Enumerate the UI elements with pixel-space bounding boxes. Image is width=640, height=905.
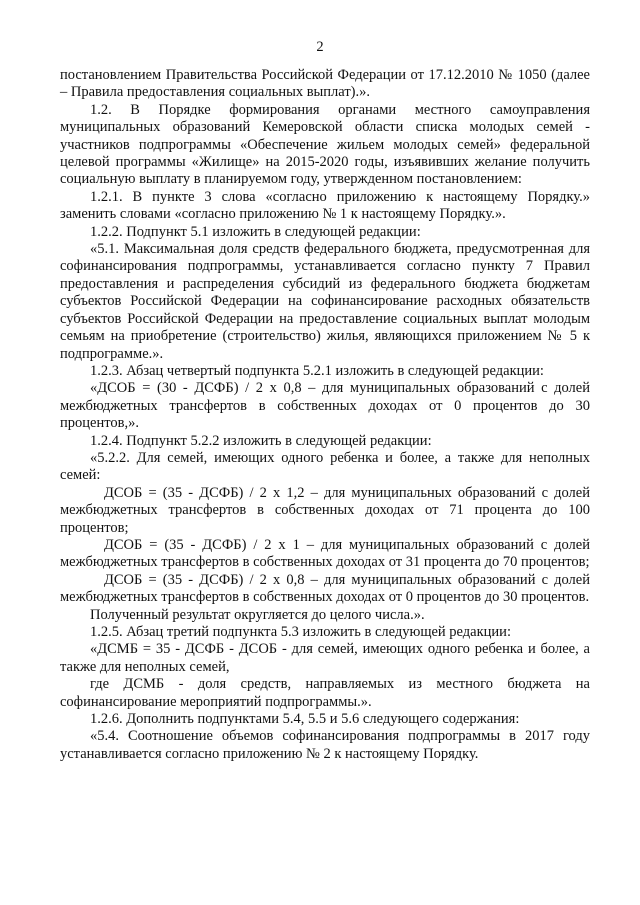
paragraph-1-2-6: 1.2.6. Дополнить подпунктами 5.4, 5.5 и 5.6 следующего содержания:: [90, 711, 520, 728]
paragraph-5-2-2-quote: «5.2.2. Для семей, имеющих одного ребенка и более, а также для неполных семей:: [60, 449, 590, 484]
paragraph-5-4-quote: «5.4. Соотношение объемов софинансирования подпрограммы в 2017 году устанавливается согласно приложению № 2 к настоящему Порядку.: [60, 728, 590, 762]
paragraph-dsob-formula-1: ДСОБ = (35 - ДСФБ) / 2 х 1 – для муниципальных образований с долей межбюджетных трансфертов в собственных доходах от 31 процента до 70 процентов;: [60, 536, 590, 571]
paragraph-dsmb-formula: «ДСМБ = 35 - ДСФБ - ДСОБ - для семей, имеющих одного ребенка и более, а также для неполных семей,: [60, 641, 590, 675]
paragraph-1-2-5: 1.2.5. Абзац третий подпункта 5.3 изложить в следующей редакции:: [90, 624, 511, 640]
paragraph-dsob-formula-0-8: ДСОБ = (35 - ДСФБ) / 2 х 0,8 – для муниципальных образований с долей межбюджетных трансфертов в собственных доходах от 0 процентов до 30 процентов.: [60, 571, 590, 606]
document-body: [60, 67, 590, 763]
paragraph-1-2-3: 1.2.3. Абзац четвертый подпункта 5.2.1 изложить в следующей редакции:: [90, 362, 544, 379]
paragraph-1-2-4: 1.2.4. Подпункт 5.2.2 изложить в следующей редакции:: [90, 432, 432, 449]
paragraph-1-2: 1.2. В Порядке формирования органами местного самоуправления муниципальных образований Кемеровской области списка молодых семей - участников подпрограммы «Обеспечение жильем молодых семей» федеральной целевой программы «Жилище» на 2015-2020 годы, изъявивших желание получить социальную выплату в планируемом году, утвержденном постановлением:: [60, 101, 590, 188]
paragraph-5-1-quote: «5.1. Максимальная доля средств федерального бюджета, предусмотренная для софинансирования подпрограммы, устанавливается согласно пункту 7 Правил предоставления и распределения субсидий из федерального бюджета бюджетам субъектов Российской Федерации на софинансирование расходных обязательств субъектов Российской Федерации на предоставление социальных выплат молодым семьям на приобретение (строительство) жилья, являющихся приложением № 5 к подпрограмме.».: [60, 241, 590, 362]
paragraph-rounding: Полученный результат округляется до целого числа.».: [90, 606, 425, 623]
page-number: 2: [316, 39, 324, 55]
paragraph-dsmb-definition: где ДСМБ - доля средств, направляемых из местного бюджета на софинансирование мероприятий подпрограммы.».: [60, 676, 590, 710]
paragraph-decree-reference: постановлением Правительства Российской Федерации от 17.12.2010 № 1050 (далее – Правила предоставления социальных выплат).».: [60, 67, 590, 101]
paragraph-dsob-formula-30: «ДСОБ = (30 - ДСФБ) / 2 х 0,8 – для муниципальных образований с долей межбюджетных трансфертов в собственных доходах от 0 процентов до 30 процентов,».: [60, 380, 590, 432]
paragraph-1-2-2: 1.2.2. Подпункт 5.1 изложить в следующей редакции:: [90, 223, 421, 240]
paragraph-dsob-formula-1-2: ДСОБ = (35 - ДСФБ) / 2 х 1,2 – для муниципальных образований с долей межбюджетных трансфертов в собственных доходах от 71 процента до 100 процентов;: [60, 484, 590, 536]
paragraph-1-2-1: 1.2.1. В пункте 3 слова «согласно приложению к настоящему Порядку.» заменить словами «согласно приложению № 1 к настоящему Порядку.».: [60, 188, 590, 223]
